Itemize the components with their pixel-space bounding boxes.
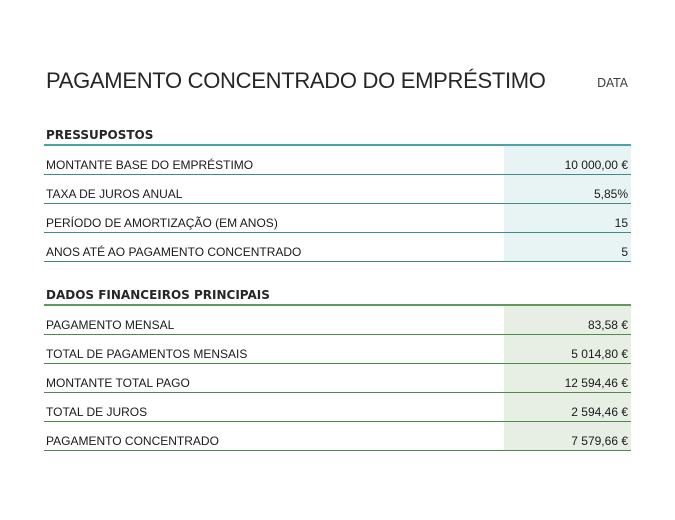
table-row [44,335,631,364]
loan-amount-cell[interactable] [504,146,631,174]
table-row [44,146,631,175]
total-monthly-payments-cell[interactable] [504,335,631,363]
row-label: ANOS ATÉ AO PAGAMENTO CONCENTRADO [46,245,302,259]
row-value: 5 014,80 € [571,347,628,361]
assumptions-section [44,122,631,262]
row-label: MONTANTE TOTAL PAGO [46,376,190,390]
table-row [44,233,631,262]
table-row [44,306,631,335]
row-label: PAGAMENTO MENSAL [46,318,175,332]
row-value: 10 000,00 € [564,158,628,172]
row-value: 5 [621,245,628,259]
key-figures-heading [44,282,631,306]
balloon-payment-cell[interactable] [504,422,631,450]
row-value: 12 594,46 € [564,376,628,390]
row-label: PAGAMENTO CONCENTRADO [46,434,219,448]
row-value: 83,58 € [587,318,628,332]
assumptions-heading-label: PRESSUPOSTOS [46,128,154,142]
table-row [44,364,631,393]
row-label: TOTAL DE PAGAMENTOS MENSAIS [46,347,248,361]
row-value: 2 594,46 € [571,405,628,419]
total-paid-cell[interactable] [504,364,631,392]
table-row [44,204,631,233]
table-row [44,393,631,422]
row-label: PERÍODO DE AMORTIZAÇÃO (EM ANOS) [46,216,278,230]
key-figures-heading-label: DADOS FINANCEIROS PRINCIPAIS [46,288,270,302]
table-row [44,422,631,451]
key-figures-section [44,282,631,451]
annual-rate-cell[interactable] [504,175,631,203]
row-label: MONTANTE BASE DO EMPRÉSTIMO [46,158,254,172]
row-label: TOTAL DE JUROS [46,405,148,419]
amortization-period-cell[interactable] [504,204,631,232]
total-interest-cell[interactable] [504,393,631,421]
monthly-payment-cell[interactable] [504,306,631,334]
row-value: 5,85% [593,187,628,201]
years-to-balloon-cell[interactable] [504,233,631,261]
page-title: PAGAMENTO CONCENTRADO DO EMPRÉSTIMO [46,68,546,93]
row-value: 15 [614,216,628,230]
date-label[interactable]: DATA [597,76,628,90]
row-label: TAXA DE JUROS ANUAL [46,187,183,201]
assumptions-heading [44,122,631,146]
table-row [44,175,631,204]
row-value: 7 579,66 € [571,434,628,448]
